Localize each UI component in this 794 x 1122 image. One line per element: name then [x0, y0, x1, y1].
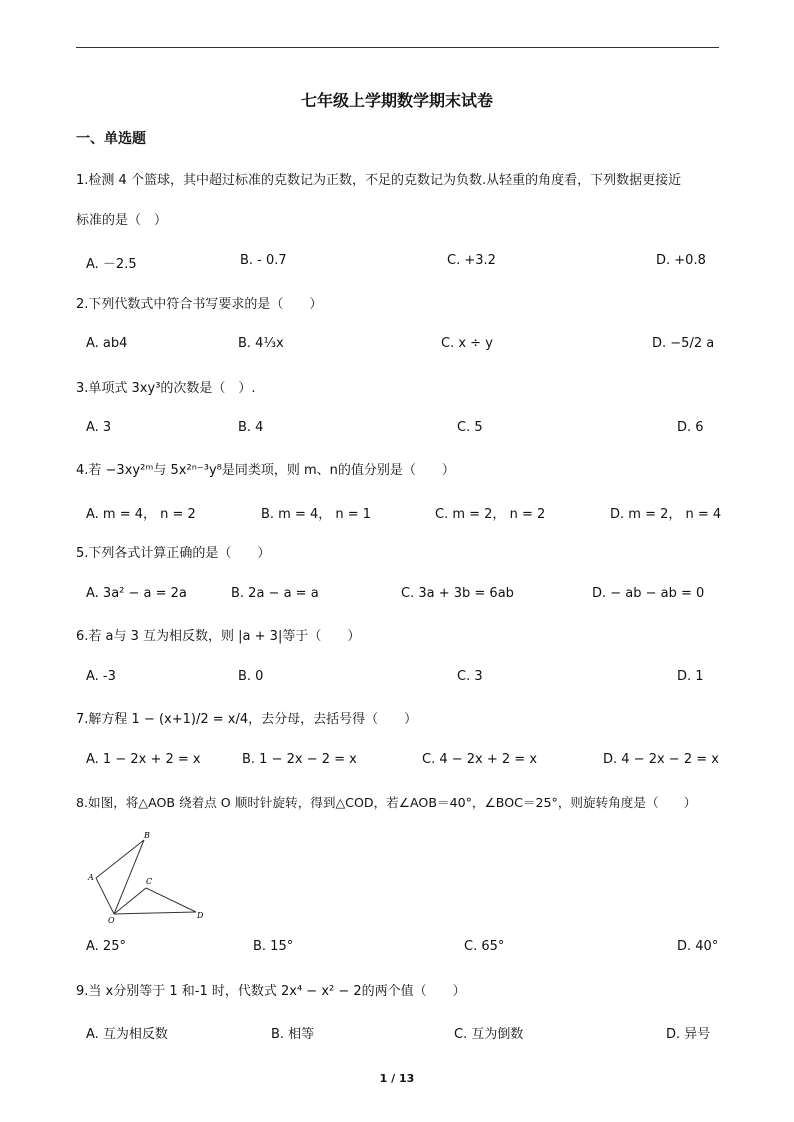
label-d: D: [197, 911, 204, 920]
question-3-option-b[interactable]: B. 4: [238, 420, 264, 435]
question-4-option-c[interactable]: C. m = 2， n = 2: [435, 507, 546, 522]
question-4-option-a[interactable]: A. m = 4， n = 2: [86, 507, 196, 522]
question-9-option-c[interactable]: C. 互为倒数: [454, 1027, 524, 1042]
section-heading: 一、单选题: [76, 131, 146, 147]
question-9-option-b[interactable]: B. 相等: [271, 1027, 315, 1042]
question-8-option-d[interactable]: D. 40°: [677, 939, 719, 954]
question-6-option-a[interactable]: A. -3: [86, 669, 116, 684]
question-6-option-d[interactable]: D. 1: [677, 669, 704, 684]
question-7-option-c[interactable]: C. 4 − 2x + 2 = x: [422, 752, 538, 767]
question-8-stem: 8.如图，将△AOB 绕着点 O 顺时针旋转，得到△COD，若∠AOB＝40°，∠BOC＝25°，则旋转角度是（ ）: [76, 795, 697, 810]
question-1-stem-continued: 标准的是（ ）: [76, 213, 168, 228]
question-8-option-c[interactable]: C. 65°: [464, 939, 505, 954]
question-1-option-d[interactable]: D. +0.8: [656, 253, 706, 268]
question-2-option-d[interactable]: D. −5/2 a: [652, 336, 715, 351]
question-3-stem: 3.单项式 3xy³的次数是（ ）.: [76, 381, 256, 396]
question-3-option-d[interactable]: D. 6: [677, 420, 704, 435]
page-title: 七年级上学期数学期末试卷: [300, 91, 493, 110]
question-7-option-b[interactable]: B. 1 − 2x − 2 = x: [242, 752, 357, 767]
label-a: A: [88, 873, 94, 882]
question-9-option-d[interactable]: D. 异号: [666, 1027, 711, 1042]
question-9-stem: 9.当 x分别等于 1 和-1 时，代数式 2x⁴ − x² − 2的两个值（ ）: [76, 984, 466, 999]
question-6-option-b[interactable]: B. 0: [238, 669, 264, 684]
label-o: O: [108, 916, 115, 924]
question-8-option-b[interactable]: B. 15°: [253, 939, 294, 954]
segment-od: [114, 912, 196, 914]
question-6-option-c[interactable]: C. 3: [457, 669, 483, 684]
question-1-option-c[interactable]: C. +3.2: [447, 253, 496, 268]
question-2-option-b[interactable]: B. 4⅓x: [238, 336, 284, 351]
question-7-stem: 7.解方程 1 − (x+1)/2 = x/4，去分母，去括号得（ ）: [76, 712, 418, 727]
question-2-stem: 2.下列代数式中符合书写要求的是（ ）: [76, 297, 323, 312]
question-4-option-d[interactable]: D. m = 2， n = 4: [610, 507, 722, 522]
question-1-stem: 1.检测 4 个篮球，其中超过标准的克数记为正数，不足的克数记为负数.从轻重的角度看，下列数据更接近: [76, 173, 682, 188]
question-2-option-c[interactable]: C. x ÷ y: [441, 336, 493, 351]
question-9-option-a[interactable]: A. 互为相反数: [86, 1027, 168, 1042]
label-b: B: [144, 831, 150, 840]
question-3-option-c[interactable]: C. 5: [457, 420, 483, 435]
question-1-option-a[interactable]: A. －2.5: [86, 257, 137, 272]
question-5-option-c[interactable]: C. 3a + 3b = 6ab: [401, 586, 514, 601]
segment-cd: [146, 888, 196, 912]
question-5-option-a[interactable]: A. 3a² − a = 2a: [86, 586, 187, 601]
segment-oa: [96, 878, 114, 914]
question-2-option-a[interactable]: A. ab4: [86, 336, 128, 351]
rotation-figure: [84, 830, 210, 924]
question-3-option-a[interactable]: A. 3: [86, 420, 112, 435]
question-5-stem: 5.下列各式计算正确的是（ ）: [76, 546, 271, 561]
page-number: 1 / 13: [379, 1072, 415, 1085]
question-7-option-a[interactable]: A. 1 − 2x + 2 = x: [86, 752, 201, 767]
question-5-option-d[interactable]: D. − ab − ab = 0: [592, 586, 705, 601]
question-4-option-b[interactable]: B. m = 4， n = 1: [261, 507, 372, 522]
label-c: C: [146, 877, 153, 886]
header-rule: [76, 47, 719, 48]
question-6-stem: 6.若 a与 3 互为相反数，则 |a + 3|等于（ ）: [76, 629, 361, 644]
segment-ob: [114, 840, 144, 914]
question-1-option-b[interactable]: B. - 0.7: [240, 253, 287, 268]
question-4-stem: 4.若 −3xy²ᵐ与 5x²ⁿ⁻³y⁸是同类项，则 m、n的值分别是（ ）: [76, 463, 455, 478]
question-5-option-b[interactable]: B. 2a − a = a: [231, 586, 319, 601]
question-7-option-d[interactable]: D. 4 − 2x − 2 = x: [603, 752, 719, 767]
question-8-option-a[interactable]: A. 25°: [86, 939, 126, 954]
